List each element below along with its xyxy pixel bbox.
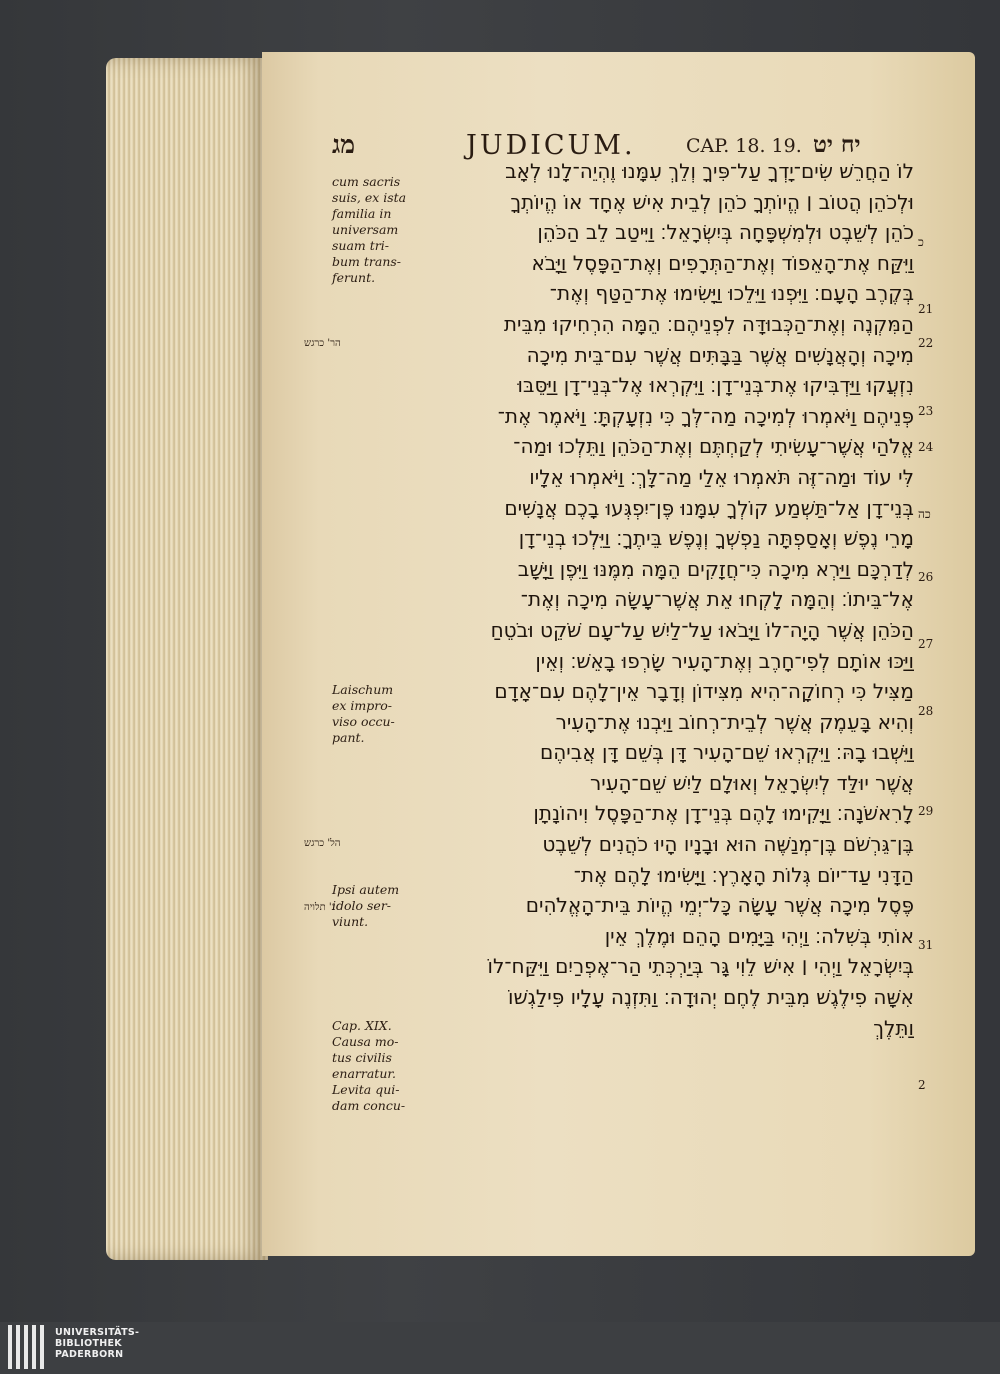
margin-note-line: ferunt. [332, 270, 376, 285]
margin-note [332, 682, 410, 746]
text-line: וַיִּקַּח אֶת־הָאֵפוֹד וְאֶת־הַתְּרָפִים וְאֶת־הַפָּסֶל וַיָּבֹא [531, 250, 914, 275]
text-line: הַמִּקְנֶה וְאֶת־הַכְּבוּדָּה לִפְנֵיהֶם׃ הֵמָּה הִרְחִיקוּ מִבֵּית [503, 311, 914, 336]
margin-note-line: pant. [332, 730, 365, 745]
margin-note-line: viunt. [332, 914, 369, 929]
chapter-label: CAP. 18. 19. [686, 135, 802, 157]
text-line: מִיכָה וְהָאֲנָשִׁים אֲשֶׁר בַּבָּתִּים אֲשֶׁר עִם־בֵּית מִיכָה [526, 342, 914, 367]
text-line: אִשָּׁה פִילֶגֶשׁ מִבֵּית לֶחֶם יְהוּדָה׃ וַתִּזְנֶה עָלָיו פִּילַגְשׁוֹ [508, 985, 914, 1010]
text-line: נִזְעֲקוּ וַיַּדְבִּיקוּ אֶת־בְּנֵי־דָן׃ וַיִּקְרְאוּ אֶל־בְּנֵי־דָן וַיַּסֵּבּוּ [517, 373, 914, 398]
margin-note-line: suam tri- [332, 238, 389, 253]
library-logo-icon [8, 1325, 50, 1369]
margin-note-line: Cap. XIX. [332, 1018, 392, 1033]
margin-note-line: suis, ex ista [332, 190, 407, 205]
verse-number: 24 [918, 440, 934, 454]
masorah-note: הל' כרגש [304, 838, 341, 849]
text-line: וּלְכֹהֵן הֲטוֹב ׀ הֱיוֹתְךָ כֹהֵן לְבֵית אִישׁ אֶחָד אוֹ הֱיוֹתְךָ [510, 189, 914, 214]
verse-number: 2 [918, 1078, 926, 1092]
text-line: בְּנֵי־דָן אַל־תַּשְׁמַע קוֹלְךָ עִמָּנוּ פֶּן־יִפְגְּעוּ בָכֶם אֲנָשִׁים [504, 495, 914, 520]
margin-note-line: ex impro- [332, 698, 392, 713]
library-logo-text [55, 1327, 139, 1360]
text-line: אֱלֹהַי אֲשֶׁר־עָשִׂיתִי לְקַחְתֶּם וְאֶת־הַכֹּהֵן וַתֵּלְכוּ וּמַה־ [513, 434, 914, 459]
text-line: אֶל־בֵּיתוֹ׃ וְהֵמָּה לָקְחוּ אֵת אֲשֶׁר־עָשָׂה מִיכָה וְאֶת־ [520, 587, 914, 612]
verse-number: כה [918, 507, 931, 521]
folio-number: מג [332, 130, 356, 159]
text-line: אוֹתִי בְּשִׁלֹה׃ וַיְהִי בַּיָּמִים הָהֵם וּמֶלֶךְ אֵין [604, 923, 914, 948]
page-edges [106, 58, 268, 1260]
text-line: לָרִאשֹׁנָה׃ וַיָּקִימוּ לָהֶם בְּנֵי־דָן אֶת־הַפָּסֶל וִיהוֹנָתָן [533, 801, 914, 826]
text-line: לִּי עוֹד וּמַה־זֶּה תֹּאמְרוּ אֵלַי מַה־לָּךְ׃ וַיֹּאמְרוּ אֵלָיו [529, 464, 914, 489]
text-line: וַתֵּלֶךְ [873, 1015, 914, 1040]
verse-number: 21 [918, 302, 934, 316]
hebrew-chapter-numbers: יח יט [813, 131, 861, 158]
margin-note-line: tus civilis [332, 1050, 392, 1065]
text-line: וְהִיא בָּעֵמֶק אֲשֶׁר לְבֵית־רְחוֹב וַיִּבְנוּ אֶת־הָעִיר [555, 709, 914, 734]
text-line: הַכֹּהֵן אֲשֶׁר הָיָה־לוֹ וַיָּבֹאוּ עַל־לַיִשׁ עַל־עָם שֹׁקֵט וּבֹטֵחַ [490, 617, 914, 642]
verse-number: 23 [918, 404, 934, 418]
text-line: כֹהֵן לְשֵׁבֶט וּלְמִשְׁפָּחָה בְּיִשְׂרָאֵל׃ וַיִּיטַב לֵב הַכֹּהֵן [537, 220, 914, 245]
margin-note-line: dam concu- [332, 1098, 406, 1113]
margin-note-line: viso occu- [332, 714, 395, 729]
text-line: לְדַרְכָּם וַיַּרְא מִיכָה כִּי־חֲזָקִים הֵמָּה מִמֶּנּוּ וַיִּפֶן וַיָּשָׁב [517, 556, 914, 581]
margin-note-line: enarratur. [332, 1066, 396, 1081]
logo-line: UNIVERSITÄTS- [55, 1327, 140, 1338]
verse-number: 29 [918, 804, 934, 818]
margin-note-line: familia in [332, 206, 392, 221]
text-line: פֶּסֶל מִיכָה אֲשֶׁר עָשָׂה כָּל־יְמֵי הֱיוֹת בֵּית־הָאֱלֹהִים [525, 893, 914, 918]
book-title: JUDICUM. [466, 130, 636, 161]
margin-note-line: Causa mo- [332, 1034, 399, 1049]
masorah-note: נ' תלויה [304, 902, 335, 913]
hebrew-text-block [410, 156, 914, 1043]
margin-note [332, 1018, 410, 1114]
book-page [262, 52, 975, 1256]
text-line: הַדָּנִי עַד־יוֹם גְּלוֹת הָאָרֶץ׃ וַיָּשִׂימוּ לָהֶם אֶת־ [573, 862, 914, 887]
margin-note-line: Ipsi autem [332, 882, 400, 897]
text-line: וַיֵּשְׁבוּ בָהּ׃ וַיִּקְרְאוּ שֵׁם־הָעִיר דָּן בְּשֵׁם דָּן אֲבִיהֶם [539, 740, 914, 765]
text-line: מָרֵי נֶפֶשׁ וְאָסַפְתָּה נַפְשְׁךָ וְנֶפֶשׁ בֵּיתֶךָ׃ וַיֵּלְכוּ בְנֵי־דָן [518, 526, 914, 551]
text-line: בְּיִשְׂרָאֵל וַיְהִי ׀ אִישׁ לֵוִי גָּר בְּיַרְכְּתֵי הַר־אֶפְרַיִם וַיִּקַּח־לוֹ [487, 954, 914, 979]
text-line: בֶּן־גֵּרְשֹׁם בֶּן־מְנַשֶּׁה הוּא וּבָנָיו הָיוּ כֹהֲנִים לְשֵׁבֶט [542, 832, 914, 857]
margin-note [332, 174, 410, 286]
text-line: אֲשֶׁר יוּלַּד לְיִשְׂרָאֵל וְאוּלָם לַיִשׁ שֵׁם־הָעִיר [590, 770, 914, 795]
text-line: לוֹ הַחֲרֵשׁ שִׂים־יָדְךָ עַל־פִּיךָ וְלֵךְ עִמָּנוּ וֶהְיֵה־לָנוּ לְאָב [505, 159, 914, 183]
text-line: פְּנֵיהֶם וַיֹּאמְרוּ לְמִיכָה מַה־לְּךָ כִּי נִזְעָקְתָּ׃ וַיֹּאמֶר אֶת־ [497, 403, 914, 428]
footer-bar [0, 1322, 1000, 1374]
text-line: וַיַּכּוּ אוֹתָם לְפִי־חָרֶב וְאֶת־הָעִיר שָׂרְפוּ בָאֵשׁ׃ וְאֵין [535, 648, 914, 673]
margin-note-line: Levita qui- [332, 1082, 400, 1097]
margin-note-line: Laischum [332, 682, 394, 697]
verse-number: 27 [918, 637, 934, 651]
margin-note-line: idolo ser- [332, 898, 392, 913]
masorah-note: הר' כרגש [304, 338, 341, 349]
text-line: בְּקֶרֶב הָעָם׃ וַיִּפְנוּ וַיֵּלֵכוּ וַיָּשִׂימוּ אֶת־הַטַּף וְאֶת־ [549, 281, 914, 306]
verse-number: 22 [918, 336, 934, 350]
logo-line: PADERBORN [55, 1349, 124, 1360]
margin-note-line: universam [332, 222, 399, 237]
verse-number: 28 [918, 704, 934, 718]
verse-number: 31 [918, 938, 934, 952]
margin-note-line: bum trans- [332, 254, 402, 269]
margin-note [332, 882, 410, 930]
verse-number: 26 [918, 570, 934, 584]
verse-number: כ [918, 235, 924, 249]
margin-note-line: cum sacris [332, 174, 401, 189]
text-line: מַצִּיל כִּי רְחוֹקָה־הִיא מִצִּידוֹן וְדָבָר אֵין־לָהֶם עִם־אָדָם [494, 679, 914, 704]
logo-line: BIBLIOTHEK [55, 1338, 122, 1349]
